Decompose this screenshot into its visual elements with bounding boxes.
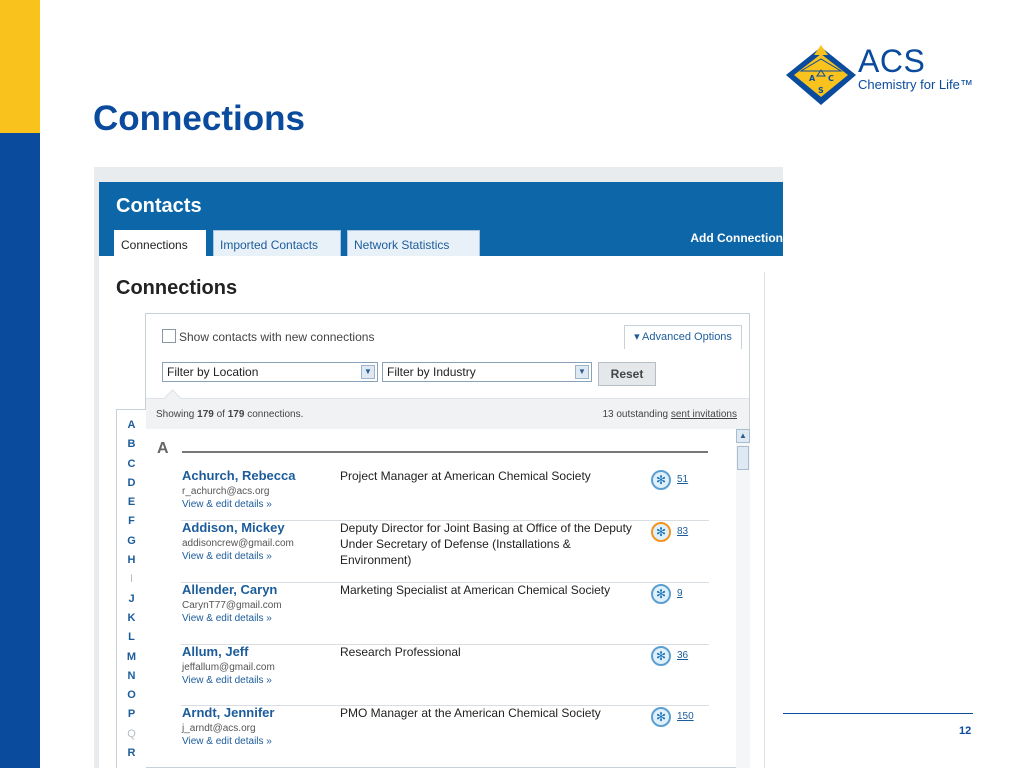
reset-button[interactable]: Reset (598, 362, 656, 386)
alphabet-letter[interactable]: H (127, 554, 136, 567)
alphabet-letter[interactable]: N (127, 669, 136, 682)
contact-row (181, 705, 709, 766)
alphabet-letter[interactable]: O (127, 689, 136, 702)
contact-title: Marketing Specialist at American Chemical Society (340, 583, 611, 597)
alphabet-index (116, 409, 146, 768)
network-graph-icon[interactable]: ✻ (651, 646, 671, 666)
alphabet-letter[interactable]: Q (127, 727, 136, 740)
contact-title: Project Manager at American Chemical Society (340, 469, 591, 483)
network-graph-icon[interactable]: ✻ (651, 584, 671, 604)
contact-email: r_achurch@acs.org (182, 486, 270, 497)
svg-text:C: C (828, 74, 834, 83)
footer-divider (783, 713, 973, 714)
connection-count-link[interactable]: 83 (677, 526, 689, 537)
screenshot-left-border (94, 182, 99, 768)
sent-invitations-link[interactable]: sent invitations (670, 409, 737, 420)
alphabet-letter[interactable]: F (128, 515, 135, 528)
alphabet-letter[interactable]: J (128, 592, 135, 605)
screenshot-top-border (94, 167, 783, 182)
filter-industry-select[interactable] (382, 362, 592, 382)
connections-panel (145, 313, 750, 768)
contact-row (181, 644, 709, 706)
contact-name[interactable]: Allum, Jeff (182, 644, 249, 659)
view-edit-details-link[interactable]: View & edit details » (182, 675, 272, 686)
logo-name: ACS (858, 43, 926, 79)
showing-count: 179 (197, 409, 214, 420)
outstanding-invitations (602, 409, 737, 420)
filter-location-select[interactable] (162, 362, 378, 382)
contact-email: CarynT77@gmail.com (182, 600, 282, 611)
page-number: 12 (959, 725, 972, 737)
alphabet-letter[interactable]: C (127, 457, 136, 470)
tab-imported-contacts[interactable]: Imported Contacts (213, 230, 341, 256)
chevron-down-icon: ▼ (361, 365, 375, 379)
alphabet-letter[interactable]: D (127, 476, 136, 489)
contact-name[interactable]: Arndt, Jennifer (182, 705, 275, 720)
alphabet-letter[interactable]: I (129, 573, 134, 586)
contact-title: PMO Manager at the American Chemical Society (340, 706, 601, 720)
contacts-screenshot (94, 167, 783, 768)
showing-suffix: connections. (244, 409, 304, 420)
scroll-up-icon[interactable]: ▲ (736, 429, 750, 443)
alphabet-letter[interactable]: P (127, 708, 136, 721)
showing-of: of (213, 409, 228, 420)
chevron-down-icon: ▼ (575, 365, 589, 379)
showing-total: 179 (227, 409, 245, 420)
sidebar-divider (764, 272, 765, 768)
add-connection-link[interactable]: Add Connection (690, 231, 783, 245)
accent-bar-blue (0, 133, 40, 768)
view-edit-details-link[interactable]: View & edit details » (182, 499, 272, 510)
logo-wordmark (858, 44, 973, 92)
show-new-connections-checkbox[interactable] (162, 329, 176, 343)
header-title: Contacts (116, 195, 202, 217)
logo-tagline: Chemistry for Life™ (858, 77, 973, 92)
contact-row (181, 468, 709, 521)
svg-text:A: A (809, 74, 816, 83)
scroll-thumb[interactable] (737, 446, 749, 470)
showing-count-text (156, 409, 303, 420)
alphabet-letter[interactable]: L (128, 631, 135, 644)
view-edit-details-link[interactable]: View & edit details » (182, 613, 272, 624)
contact-row (181, 520, 709, 583)
alphabet-letter[interactable]: G (127, 534, 136, 547)
view-edit-details-link[interactable]: View & edit details » (182, 551, 272, 562)
outstanding-prefix: 13 outstanding (602, 409, 671, 420)
contact-list-scrollbar[interactable] (736, 429, 750, 768)
contact-email: addisoncrew@gmail.com (182, 538, 294, 549)
contact-name[interactable]: Achurch, Rebecca (182, 468, 296, 483)
results-summary-bar (146, 398, 749, 429)
contact-email: j_arndt@acs.org (182, 723, 256, 734)
alphabet-letter[interactable]: K (127, 611, 136, 624)
alphabet-letter[interactable]: A (127, 419, 136, 431)
svg-text:S: S (818, 86, 824, 95)
tab-connections[interactable]: Connections (114, 230, 206, 256)
connection-count-link[interactable]: 51 (677, 474, 689, 485)
showing-prefix: Showing (156, 409, 198, 420)
slide-title: Connections (93, 99, 305, 138)
connection-count-link[interactable]: 9 (677, 588, 683, 599)
contact-email: jeffallum@gmail.com (182, 662, 275, 673)
contact-row (181, 582, 709, 645)
network-graph-icon[interactable]: ✻ (651, 470, 671, 490)
contact-title: Research Professional (340, 645, 461, 659)
alphabet-letter[interactable]: R (127, 747, 136, 760)
accent-bar-yellow (0, 0, 40, 133)
network-graph-icon[interactable]: ✻ (651, 707, 671, 727)
connection-count-link[interactable]: 150 (677, 711, 694, 722)
advanced-options-tab[interactable]: ▾ Advanced Options (624, 325, 742, 349)
contact-title: Deputy Director for Joint Basing at Office of the Deputy Under Secretary of Defense (Installations & Environment) (340, 521, 632, 567)
contact-name[interactable]: Allender, Caryn (182, 582, 278, 597)
section-divider (182, 451, 708, 453)
alphabet-letter[interactable]: E (127, 496, 136, 509)
filter-industry-value: Filter by Industry (387, 365, 476, 379)
contact-name[interactable]: Addison, Mickey (182, 520, 285, 535)
page-heading: Connections (116, 277, 238, 299)
connection-count-link[interactable]: 36 (677, 650, 689, 661)
section-letter: A (157, 440, 169, 457)
alphabet-letter[interactable]: B (127, 438, 136, 451)
show-new-connections-label: Show contacts with new connections (179, 330, 375, 344)
pointer-notch (163, 389, 181, 407)
alphabet-letter[interactable]: M (126, 650, 137, 663)
filter-location-value: Filter by Location (167, 365, 259, 379)
view-edit-details-link[interactable]: View & edit details » (182, 736, 272, 747)
tab-network-statistics[interactable]: Network Statistics (347, 230, 480, 256)
network-graph-icon[interactable]: ✻ (651, 522, 671, 542)
